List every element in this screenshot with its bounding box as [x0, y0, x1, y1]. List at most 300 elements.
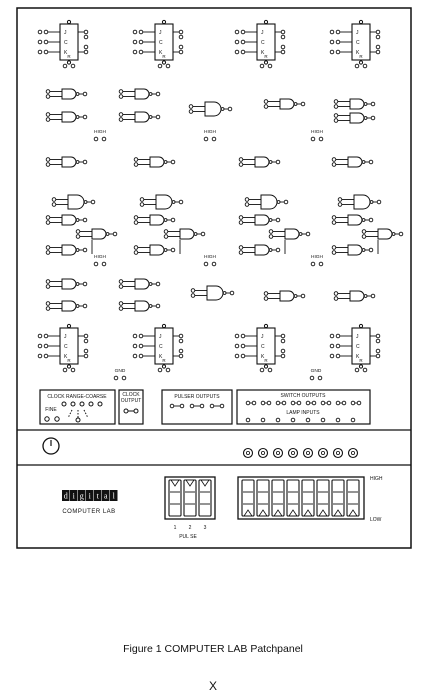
clock-output-jack-icon[interactable]: [124, 409, 128, 413]
jack-icon[interactable]: [179, 334, 183, 338]
range-jack-icon[interactable]: [62, 402, 66, 406]
clear-jack-icon[interactable]: [264, 365, 267, 368]
nand-gate: [269, 229, 310, 239]
inverter-bubble-icon: [76, 283, 79, 286]
preset-jack-icon[interactable]: [67, 20, 70, 23]
jack-icon[interactable]: [114, 376, 118, 380]
jack-icon[interactable]: [276, 248, 280, 252]
jack-icon[interactable]: [84, 354, 88, 358]
flip-flop-pin-label: J: [261, 29, 264, 36]
jack-icon[interactable]: [171, 218, 175, 222]
jack-icon[interactable]: [355, 64, 359, 68]
jack-icon[interactable]: [239, 221, 243, 225]
jack-icon[interactable]: [246, 401, 250, 405]
jack-icon[interactable]: [371, 102, 375, 106]
preset-jack-icon[interactable]: [264, 20, 267, 23]
jack-icon[interactable]: [158, 64, 162, 68]
jack-icon[interactable]: [336, 334, 340, 338]
jack-icon[interactable]: [281, 30, 285, 34]
jack-icon[interactable]: [84, 45, 88, 49]
jack-icon[interactable]: [371, 116, 375, 120]
jack-icon[interactable]: [228, 107, 232, 111]
jack-icon[interactable]: [63, 368, 67, 372]
jack-icon[interactable]: [241, 50, 245, 54]
jack-icon[interactable]: [246, 418, 250, 422]
jack-icon[interactable]: [83, 304, 87, 308]
jack-icon[interactable]: [235, 50, 239, 54]
jack-icon[interactable]: [241, 30, 245, 34]
jack-icon[interactable]: [133, 50, 137, 54]
jack-icon[interactable]: [139, 40, 143, 44]
jack-icon[interactable]: [235, 30, 239, 34]
fine-knob-icon[interactable]: [45, 417, 49, 421]
jack-icon[interactable]: [46, 95, 50, 99]
jack-icon[interactable]: [134, 216, 138, 220]
jack-icon[interactable]: [119, 90, 123, 94]
jack-icon[interactable]: [156, 92, 160, 96]
jack-icon[interactable]: [241, 344, 245, 348]
jack-icon[interactable]: [332, 251, 336, 255]
jack-icon[interactable]: [276, 401, 280, 405]
clock-output-jack-icon[interactable]: [134, 409, 138, 413]
jack-icon[interactable]: [276, 160, 280, 164]
gate-body: [378, 229, 392, 239]
jack-icon[interactable]: [52, 198, 56, 202]
jack-icon[interactable]: [189, 110, 193, 114]
jack-icon[interactable]: [220, 404, 224, 408]
jack-icon[interactable]: [210, 404, 214, 408]
jk-flip-flop: [38, 324, 88, 371]
gate-body: [255, 157, 269, 167]
jack-icon[interactable]: [306, 232, 310, 236]
jack-icon[interactable]: [46, 113, 50, 117]
jack-icon[interactable]: [330, 354, 334, 358]
jack-icon[interactable]: [336, 418, 340, 422]
gate-array: [46, 89, 403, 311]
jack-icon[interactable]: [260, 368, 264, 372]
jack-icon[interactable]: [241, 354, 245, 358]
jack-icon[interactable]: [334, 297, 338, 301]
jack-icon[interactable]: [84, 30, 88, 34]
gate-body: [348, 157, 362, 167]
jack-icon[interactable]: [44, 354, 48, 358]
jack-icon[interactable]: [71, 368, 75, 372]
jack-icon[interactable]: [239, 216, 243, 220]
preset-jack-icon[interactable]: [264, 324, 267, 327]
jack-icon[interactable]: [369, 218, 373, 222]
jack-icon[interactable]: [119, 113, 123, 117]
jack-icon[interactable]: [38, 344, 42, 348]
jack-icon[interactable]: [133, 334, 137, 338]
jack-icon[interactable]: [355, 368, 359, 372]
jack-icon[interactable]: [351, 418, 355, 422]
jack-icon[interactable]: [291, 418, 295, 422]
jack-icon[interactable]: [239, 163, 243, 167]
jack-icon[interactable]: [84, 334, 88, 338]
jack-icon[interactable]: [46, 246, 50, 250]
jack-icon[interactable]: [44, 40, 48, 44]
jack-icon[interactable]: [357, 401, 361, 405]
jack-icon[interactable]: [260, 64, 264, 68]
jack-icon[interactable]: [336, 354, 340, 358]
jack-icon[interactable]: [166, 368, 170, 372]
jack-icon[interactable]: [38, 354, 42, 358]
jack-icon[interactable]: [332, 163, 336, 167]
jack-icon[interactable]: [139, 354, 143, 358]
jack-icon[interactable]: [268, 64, 272, 68]
jack-icon[interactable]: [134, 246, 138, 250]
jack-icon[interactable]: [276, 418, 280, 422]
jack-icon[interactable]: [140, 203, 144, 207]
jack-icon[interactable]: [119, 280, 123, 284]
jack-icon[interactable]: [336, 30, 340, 34]
jack-icon[interactable]: [140, 198, 144, 202]
jack-icon[interactable]: [297, 401, 301, 405]
jack-icon[interactable]: [334, 105, 338, 109]
jack-icon[interactable]: [334, 119, 338, 123]
jack-icon[interactable]: [84, 349, 88, 353]
jack-icon[interactable]: [179, 354, 183, 358]
jack-icon[interactable]: [319, 137, 323, 141]
jack-icon[interactable]: [336, 40, 340, 44]
preset-jack-icon[interactable]: [67, 324, 70, 327]
jack-icon[interactable]: [281, 50, 285, 54]
switch-paddle-mark: [171, 480, 179, 486]
jack-icon[interactable]: [376, 349, 380, 353]
jack-icon[interactable]: [134, 158, 138, 162]
lamp-icon: [289, 449, 298, 458]
jack-icon[interactable]: [312, 401, 316, 405]
jack-icon[interactable]: [38, 50, 42, 54]
jack-icon[interactable]: [102, 137, 106, 141]
jack-icon[interactable]: [134, 251, 138, 255]
jack-icon[interactable]: [239, 246, 243, 250]
lamp-core-icon: [306, 451, 309, 454]
jack-icon[interactable]: [318, 376, 322, 380]
jack-icon[interactable]: [306, 401, 310, 405]
jack-icon[interactable]: [321, 401, 325, 405]
jack-icon[interactable]: [269, 235, 273, 239]
inverter-bubble-icon: [362, 249, 365, 252]
inverter-bubble-icon: [194, 233, 197, 236]
jack-icon[interactable]: [330, 30, 334, 34]
jack-icon[interactable]: [179, 30, 183, 34]
jack-icon[interactable]: [281, 35, 285, 39]
jack-icon[interactable]: [239, 251, 243, 255]
jack-icon[interactable]: [230, 291, 234, 295]
jack-icon[interactable]: [261, 401, 265, 405]
jack-icon[interactable]: [189, 105, 193, 109]
jack-icon[interactable]: [44, 334, 48, 338]
jack-icon[interactable]: [239, 158, 243, 162]
jack-icon[interactable]: [276, 218, 280, 222]
jack-icon[interactable]: [319, 262, 323, 266]
jack-icon[interactable]: [94, 262, 98, 266]
jack-icon[interactable]: [269, 230, 273, 234]
jack-icon[interactable]: [363, 64, 367, 68]
switch-paddle-mark: [349, 510, 357, 516]
jack-icon[interactable]: [376, 339, 380, 343]
jack-icon[interactable]: [179, 339, 183, 343]
jack-icon[interactable]: [38, 30, 42, 34]
jack-icon[interactable]: [134, 221, 138, 225]
jack-icon[interactable]: [46, 163, 50, 167]
jack-icon[interactable]: [133, 354, 137, 358]
jack-icon[interactable]: [119, 302, 123, 306]
clear-jack-icon[interactable]: [162, 365, 165, 368]
jack-icon[interactable]: [235, 334, 239, 338]
jack-icon[interactable]: [261, 418, 265, 422]
jack-icon[interactable]: [84, 35, 88, 39]
jack-icon[interactable]: [338, 203, 342, 207]
jack-icon[interactable]: [332, 216, 336, 220]
jack-icon[interactable]: [46, 285, 50, 289]
jack-icon[interactable]: [376, 45, 380, 49]
jack-icon[interactable]: [264, 292, 268, 296]
jack-icon[interactable]: [46, 307, 50, 311]
flip-flop-reset-label: R: [67, 54, 71, 59]
clear-jack-icon[interactable]: [67, 61, 70, 64]
jack-icon[interactable]: [156, 304, 160, 308]
jack-icon[interactable]: [156, 282, 160, 286]
jack-icon[interactable]: [46, 216, 50, 220]
jack-icon[interactable]: [212, 262, 216, 266]
jack-icon[interactable]: [336, 401, 340, 405]
preset-jack-icon[interactable]: [162, 324, 165, 327]
jack-icon[interactable]: [363, 368, 367, 372]
jack-icon[interactable]: [306, 418, 310, 422]
jack-icon[interactable]: [321, 418, 325, 422]
flip-flop-pin-label: C: [64, 343, 68, 350]
jack-icon[interactable]: [301, 102, 305, 106]
clear-jack-icon[interactable]: [359, 61, 362, 64]
jack-icon[interactable]: [170, 404, 174, 408]
jack-icon[interactable]: [362, 230, 366, 234]
jack-icon[interactable]: [371, 294, 375, 298]
fine-knob-icon[interactable]: [55, 417, 59, 421]
jack-icon[interactable]: [235, 40, 239, 44]
jack-icon[interactable]: [334, 114, 338, 118]
jack-icon[interactable]: [164, 230, 168, 234]
jack-icon[interactable]: [46, 90, 50, 94]
jack-icon[interactable]: [332, 221, 336, 225]
jack-icon[interactable]: [83, 282, 87, 286]
jack-icon[interactable]: [122, 376, 126, 380]
jack-icon[interactable]: [180, 404, 184, 408]
jack-icon[interactable]: [334, 292, 338, 296]
jack-icon[interactable]: [171, 160, 175, 164]
jack-icon[interactable]: [164, 235, 168, 239]
jack-icon[interactable]: [200, 404, 204, 408]
jack-icon[interactable]: [133, 344, 137, 348]
jack-icon[interactable]: [376, 35, 380, 39]
jack-icon[interactable]: [46, 118, 50, 122]
jack-icon[interactable]: [369, 160, 373, 164]
jack-icon[interactable]: [71, 64, 75, 68]
jack-icon[interactable]: [351, 401, 355, 405]
jack-icon[interactable]: [46, 302, 50, 306]
jack-icon[interactable]: [301, 294, 305, 298]
jack-icon[interactable]: [399, 232, 403, 236]
jack-icon[interactable]: [83, 92, 87, 96]
jack-icon[interactable]: [133, 30, 137, 34]
jack-icon[interactable]: [102, 262, 106, 266]
jack-icon[interactable]: [156, 115, 160, 119]
jack-icon[interactable]: [332, 158, 336, 162]
jack-icon[interactable]: [46, 280, 50, 284]
jack-icon[interactable]: [94, 137, 98, 141]
jack-icon[interactable]: [376, 334, 380, 338]
jack-icon[interactable]: [377, 200, 381, 204]
jack-icon[interactable]: [267, 401, 271, 405]
flip-flop-row-bottom: [38, 324, 380, 371]
preset-jack-icon[interactable]: [359, 324, 362, 327]
jack-icon[interactable]: [235, 354, 239, 358]
jack-icon[interactable]: [158, 368, 162, 372]
preset-jack-icon[interactable]: [162, 20, 165, 23]
clock-knob[interactable]: [43, 438, 59, 454]
jack-icon[interactable]: [83, 218, 87, 222]
jack-icon[interactable]: [264, 105, 268, 109]
range-jack-icon[interactable]: [89, 402, 93, 406]
lamp-core-icon: [276, 451, 279, 454]
flip-flop-pin-label: C: [159, 39, 163, 46]
gate-body: [135, 301, 149, 311]
jack-icon[interactable]: [83, 115, 87, 119]
jack-icon[interactable]: [190, 404, 194, 408]
jack-icon[interactable]: [44, 30, 48, 34]
jack-icon[interactable]: [334, 100, 338, 104]
nand-gate: [140, 195, 183, 209]
jack-icon[interactable]: [281, 354, 285, 358]
jack-icon[interactable]: [291, 401, 295, 405]
jack-icon[interactable]: [44, 50, 48, 54]
jack-icon[interactable]: [376, 30, 380, 34]
jack-icon[interactable]: [46, 221, 50, 225]
jack-icon[interactable]: [252, 401, 256, 405]
clear-jack-icon[interactable]: [67, 365, 70, 368]
switch-paddle-mark: [244, 510, 252, 516]
range-common-jack-icon[interactable]: [76, 418, 80, 422]
jack-icon[interactable]: [330, 40, 334, 44]
jack-icon[interactable]: [179, 349, 183, 353]
jack-icon[interactable]: [119, 95, 123, 99]
jack-icon[interactable]: [166, 64, 170, 68]
jack-icon[interactable]: [282, 401, 286, 405]
jack-icon[interactable]: [191, 294, 195, 298]
jack-icon[interactable]: [204, 137, 208, 141]
jack-icon[interactable]: [139, 30, 143, 34]
jack-icon[interactable]: [204, 262, 208, 266]
jack-icon[interactable]: [191, 289, 195, 293]
jack-icon[interactable]: [268, 368, 272, 372]
jack-icon[interactable]: [139, 50, 143, 54]
range-jack-icon[interactable]: [98, 402, 102, 406]
jack-icon[interactable]: [310, 376, 314, 380]
jack-icon[interactable]: [83, 248, 87, 252]
jack-icon[interactable]: [179, 35, 183, 39]
jack-icon[interactable]: [264, 297, 268, 301]
jack-icon[interactable]: [376, 50, 380, 54]
jack-icon[interactable]: [245, 198, 249, 202]
jack-icon[interactable]: [311, 137, 315, 141]
jack-icon[interactable]: [264, 100, 268, 104]
jack-icon[interactable]: [281, 349, 285, 353]
jack-icon[interactable]: [179, 200, 183, 204]
jack-icon[interactable]: [134, 163, 138, 167]
jack-icon[interactable]: [46, 158, 50, 162]
jack-icon[interactable]: [330, 334, 334, 338]
jack-icon[interactable]: [212, 137, 216, 141]
clear-jack-icon[interactable]: [264, 61, 267, 64]
jack-icon[interactable]: [46, 251, 50, 255]
jack-icon[interactable]: [119, 307, 123, 311]
jack-icon[interactable]: [332, 246, 336, 250]
jack-icon[interactable]: [119, 118, 123, 122]
jack-icon[interactable]: [133, 40, 137, 44]
jack-icon[interactable]: [241, 40, 245, 44]
jack-icon[interactable]: [179, 45, 183, 49]
jack-icon[interactable]: [139, 334, 143, 338]
logo-letter-tile: [70, 490, 78, 501]
jack-icon[interactable]: [63, 64, 67, 68]
jack-icon[interactable]: [342, 401, 346, 405]
jack-icon[interactable]: [91, 200, 95, 204]
nand-gate: [46, 279, 87, 289]
jack-icon[interactable]: [281, 339, 285, 343]
jack-icon[interactable]: [362, 235, 366, 239]
preset-jack-icon[interactable]: [359, 20, 362, 23]
jack-icon[interactable]: [76, 230, 80, 234]
jack-icon[interactable]: [330, 344, 334, 348]
range-jack-icon[interactable]: [80, 402, 84, 406]
jack-icon[interactable]: [171, 248, 175, 252]
clear-jack-icon[interactable]: [359, 365, 362, 368]
jack-icon[interactable]: [327, 401, 331, 405]
jack-icon[interactable]: [179, 50, 183, 54]
high-label: HIGH: [204, 130, 216, 135]
pulser-label: PULSER OUTPUTS: [174, 394, 220, 400]
jack-icon[interactable]: [338, 198, 342, 202]
jack-icon[interactable]: [245, 203, 249, 207]
jack-icon[interactable]: [369, 248, 373, 252]
jack-icon[interactable]: [113, 232, 117, 236]
jack-icon[interactable]: [281, 45, 285, 49]
jack-icon[interactable]: [311, 262, 315, 266]
jack-icon[interactable]: [83, 160, 87, 164]
jack-icon[interactable]: [84, 339, 88, 343]
jack-icon[interactable]: [376, 354, 380, 358]
jack-icon[interactable]: [241, 334, 245, 338]
jack-icon[interactable]: [119, 285, 123, 289]
jack-icon[interactable]: [235, 344, 239, 348]
jack-icon[interactable]: [284, 200, 288, 204]
jack-icon[interactable]: [38, 334, 42, 338]
jack-icon[interactable]: [330, 50, 334, 54]
jack-icon[interactable]: [44, 344, 48, 348]
jack-icon[interactable]: [84, 50, 88, 54]
jack-icon[interactable]: [336, 344, 340, 348]
jack-icon[interactable]: [336, 50, 340, 54]
jack-icon[interactable]: [139, 344, 143, 348]
jack-icon[interactable]: [281, 334, 285, 338]
jack-icon[interactable]: [38, 40, 42, 44]
clear-jack-icon[interactable]: [162, 61, 165, 64]
jack-icon[interactable]: [201, 232, 205, 236]
range-jack-icon[interactable]: [71, 402, 75, 406]
jack-icon[interactable]: [52, 203, 56, 207]
jack-icon[interactable]: [76, 235, 80, 239]
